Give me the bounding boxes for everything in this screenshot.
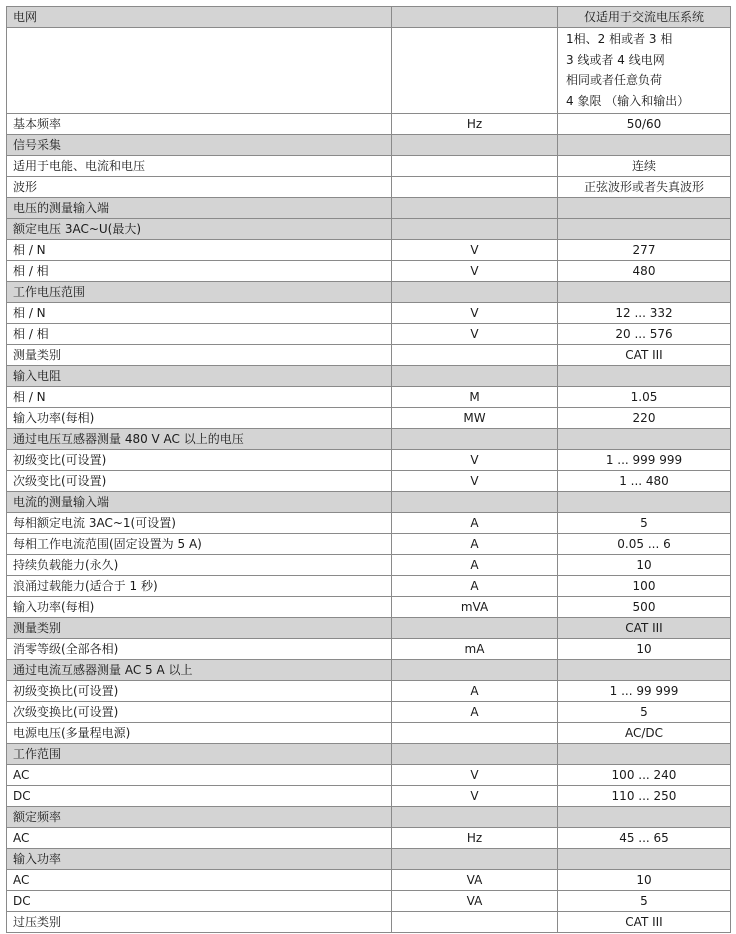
value-cell: 0.05 ... 6 [558, 534, 731, 555]
unit-cell [392, 849, 558, 870]
table-row [7, 471, 731, 492]
parameter-name-cell: 初级变比(可设置) [7, 450, 392, 471]
unit-cell [392, 429, 558, 450]
value-line: 相同或者任意负荷 [566, 73, 663, 87]
table-row [7, 828, 731, 849]
table-row [7, 450, 731, 471]
spec-table-body [7, 7, 731, 933]
value-cell: 1 ... 480 [558, 471, 731, 492]
value-cell: 12 ... 332 [558, 303, 731, 324]
parameter-name-cell: 波形 [7, 177, 392, 198]
value-line: 4 象限 （输入和输出） [566, 93, 690, 108]
parameter-name-cell: DC [7, 891, 392, 912]
value-cell: 5 [558, 513, 731, 534]
value-cell [558, 807, 731, 828]
unit-cell [392, 618, 558, 639]
unit-cell [392, 28, 558, 114]
value-cell: CAT III [558, 345, 731, 366]
parameter-name-cell: 相 / 相 [7, 261, 392, 282]
parameter-name-cell: 测量类别 [7, 618, 392, 639]
unit-cell [392, 177, 558, 198]
table-row [7, 786, 731, 807]
unit-cell: V [392, 471, 558, 492]
unit-cell [392, 156, 558, 177]
parameter-name-cell: 工作范围 [7, 744, 392, 765]
table-row [7, 303, 731, 324]
section-header-row [7, 744, 731, 765]
unit-cell: V [392, 303, 558, 324]
section-header-row [7, 366, 731, 387]
value-line: 1相、2 相或者 3 相 [566, 32, 673, 46]
unit-cell: V [392, 765, 558, 786]
value-cell: AC/DC [558, 723, 731, 744]
table-row [7, 345, 731, 366]
parameter-name-cell: 输入功率 [7, 849, 392, 870]
parameter-name-cell: 基本频率 [7, 114, 392, 135]
unit-cell: MW [392, 408, 558, 429]
parameter-name-cell [7, 28, 392, 114]
value-cell: 110 ... 250 [558, 786, 731, 807]
value-cell: 100 [558, 576, 731, 597]
table-row [7, 891, 731, 912]
parameter-name-cell: 次级变比(可设置) [7, 471, 392, 492]
unit-cell [392, 660, 558, 681]
table-row [7, 387, 731, 408]
parameter-name-cell: 每相额定电流 3AC~1(可设置) [7, 513, 392, 534]
unit-cell [392, 723, 558, 744]
parameter-name-cell: 输入功率(每相) [7, 597, 392, 618]
parameter-name-cell: 电流的测量输入端 [7, 492, 392, 513]
value-cell [558, 198, 731, 219]
unit-cell [392, 912, 558, 933]
parameter-name-cell: 信号采集 [7, 135, 392, 156]
parameter-name-cell: 适用于电能、电流和电压 [7, 156, 392, 177]
parameter-name-cell: 电网 [7, 7, 392, 28]
value-cell: 100 ... 240 [558, 765, 731, 786]
value-cell: 10 [558, 870, 731, 891]
unit-cell: A [392, 555, 558, 576]
value-cell: 20 ... 576 [558, 324, 731, 345]
unit-cell: Hz [392, 114, 558, 135]
table-row [7, 555, 731, 576]
value-cell: 仅适用于交流电压系统 [558, 7, 731, 28]
parameter-name-cell: AC [7, 828, 392, 849]
table-row [7, 324, 731, 345]
parameter-name-cell: 浪涌过载能力(适合于 1 秒) [7, 576, 392, 597]
section-header-row [7, 660, 731, 681]
value-cell [558, 219, 731, 240]
parameter-name-cell: 过压类别 [7, 912, 392, 933]
table-row [7, 576, 731, 597]
parameter-name-cell: 相 / 相 [7, 324, 392, 345]
unit-cell [392, 345, 558, 366]
parameter-name-cell: 电源电压(多量程电源) [7, 723, 392, 744]
parameter-name-cell: 输入电阻 [7, 366, 392, 387]
section-header-row [7, 7, 731, 28]
value-cell: 1.05 [558, 387, 731, 408]
value-cell [558, 660, 731, 681]
unit-cell: A [392, 681, 558, 702]
value-cell: CAT III [558, 912, 731, 933]
section-header-row [7, 135, 731, 156]
parameter-name-cell: DC [7, 786, 392, 807]
value-cell [558, 429, 731, 450]
unit-cell: Hz [392, 828, 558, 849]
section-header-row [7, 807, 731, 828]
unit-cell [392, 198, 558, 219]
table-row [7, 639, 731, 660]
unit-cell [392, 135, 558, 156]
parameter-name-cell: 工作电压范围 [7, 282, 392, 303]
value-cell: 277 [558, 240, 731, 261]
table-row [7, 156, 731, 177]
section-header-row [7, 849, 731, 870]
parameter-name-cell: 测量类别 [7, 345, 392, 366]
value-cell: 480 [558, 261, 731, 282]
value-cell: 500 [558, 597, 731, 618]
parameter-name-cell: 相 / N [7, 387, 392, 408]
parameter-name-cell: AC [7, 765, 392, 786]
table-row [7, 723, 731, 744]
parameter-name-cell: AC [7, 870, 392, 891]
value-line: 3 线或者 4 线电网 [566, 52, 665, 67]
value-cell [558, 282, 731, 303]
value-cell: 10 [558, 555, 731, 576]
unit-cell: V [392, 261, 558, 282]
table-row [7, 702, 731, 723]
table-row [7, 240, 731, 261]
unit-cell: V [392, 786, 558, 807]
parameter-name-cell: 输入功率(每相) [7, 408, 392, 429]
value-cell: 正弦波形或者失真波形 [558, 177, 731, 198]
unit-cell [392, 7, 558, 28]
unit-cell: A [392, 702, 558, 723]
value-cell: 10 [558, 639, 731, 660]
unit-cell [392, 366, 558, 387]
value-cell [558, 849, 731, 870]
value-cell [558, 492, 731, 513]
unit-cell: V [392, 240, 558, 261]
unit-cell: VA [392, 870, 558, 891]
table-row [7, 28, 731, 114]
unit-cell: A [392, 534, 558, 555]
value-cell [558, 28, 731, 114]
table-row [7, 114, 731, 135]
value-cell: 45 ... 65 [558, 828, 731, 849]
table-row [7, 261, 731, 282]
unit-cell [392, 219, 558, 240]
table-row [7, 177, 731, 198]
value-cell: 连续 [558, 156, 731, 177]
parameter-name-cell: 额定频率 [7, 807, 392, 828]
parameter-name-cell: 初级变换比(可设置) [7, 681, 392, 702]
unit-cell: A [392, 576, 558, 597]
value-cell: 5 [558, 702, 731, 723]
parameter-name-cell: 通过电压互感器测量 480 V AC 以上的电压 [7, 429, 392, 450]
parameter-name-cell: 额定电压 3AC~U(最大) [7, 219, 392, 240]
value-cell: 50/60 [558, 114, 731, 135]
unit-cell: V [392, 324, 558, 345]
unit-cell: VA [392, 891, 558, 912]
parameter-name-cell: 相 / N [7, 303, 392, 324]
value-cell: CAT III [558, 618, 731, 639]
unit-cell [392, 282, 558, 303]
table-row [7, 513, 731, 534]
value-cell: 1 ... 999 999 [558, 450, 731, 471]
parameter-name-cell: 持续负载能力(永久) [7, 555, 392, 576]
table-row [7, 870, 731, 891]
section-header-row [7, 492, 731, 513]
unit-cell [392, 492, 558, 513]
parameter-name-cell: 次级变换比(可设置) [7, 702, 392, 723]
table-row [7, 765, 731, 786]
parameter-name-cell: 电压的测量输入端 [7, 198, 392, 219]
table-row [7, 534, 731, 555]
unit-cell: A [392, 513, 558, 534]
spec-table [6, 6, 731, 933]
parameter-name-cell: 通过电流互感器测量 AC 5 A 以上 [7, 660, 392, 681]
unit-cell: V [392, 450, 558, 471]
table-row [7, 597, 731, 618]
unit-cell [392, 807, 558, 828]
table-row [7, 681, 731, 702]
unit-cell: mVA [392, 597, 558, 618]
table-row [7, 912, 731, 933]
unit-cell [392, 744, 558, 765]
section-header-row [7, 618, 731, 639]
parameter-name-cell: 消零等级(全部各相) [7, 639, 392, 660]
table-row [7, 408, 731, 429]
value-cell: 1 ... 99 999 [558, 681, 731, 702]
value-cell [558, 135, 731, 156]
value-cell: 220 [558, 408, 731, 429]
section-header-row [7, 282, 731, 303]
parameter-name-cell: 相 / N [7, 240, 392, 261]
value-cell [558, 366, 731, 387]
section-header-row [7, 198, 731, 219]
value-cell [558, 744, 731, 765]
unit-cell: M [392, 387, 558, 408]
section-header-row [7, 429, 731, 450]
unit-cell: mA [392, 639, 558, 660]
value-cell: 5 [558, 891, 731, 912]
parameter-name-cell: 每相工作电流范围(固定设置为 5 A) [7, 534, 392, 555]
section-header-row [7, 219, 731, 240]
